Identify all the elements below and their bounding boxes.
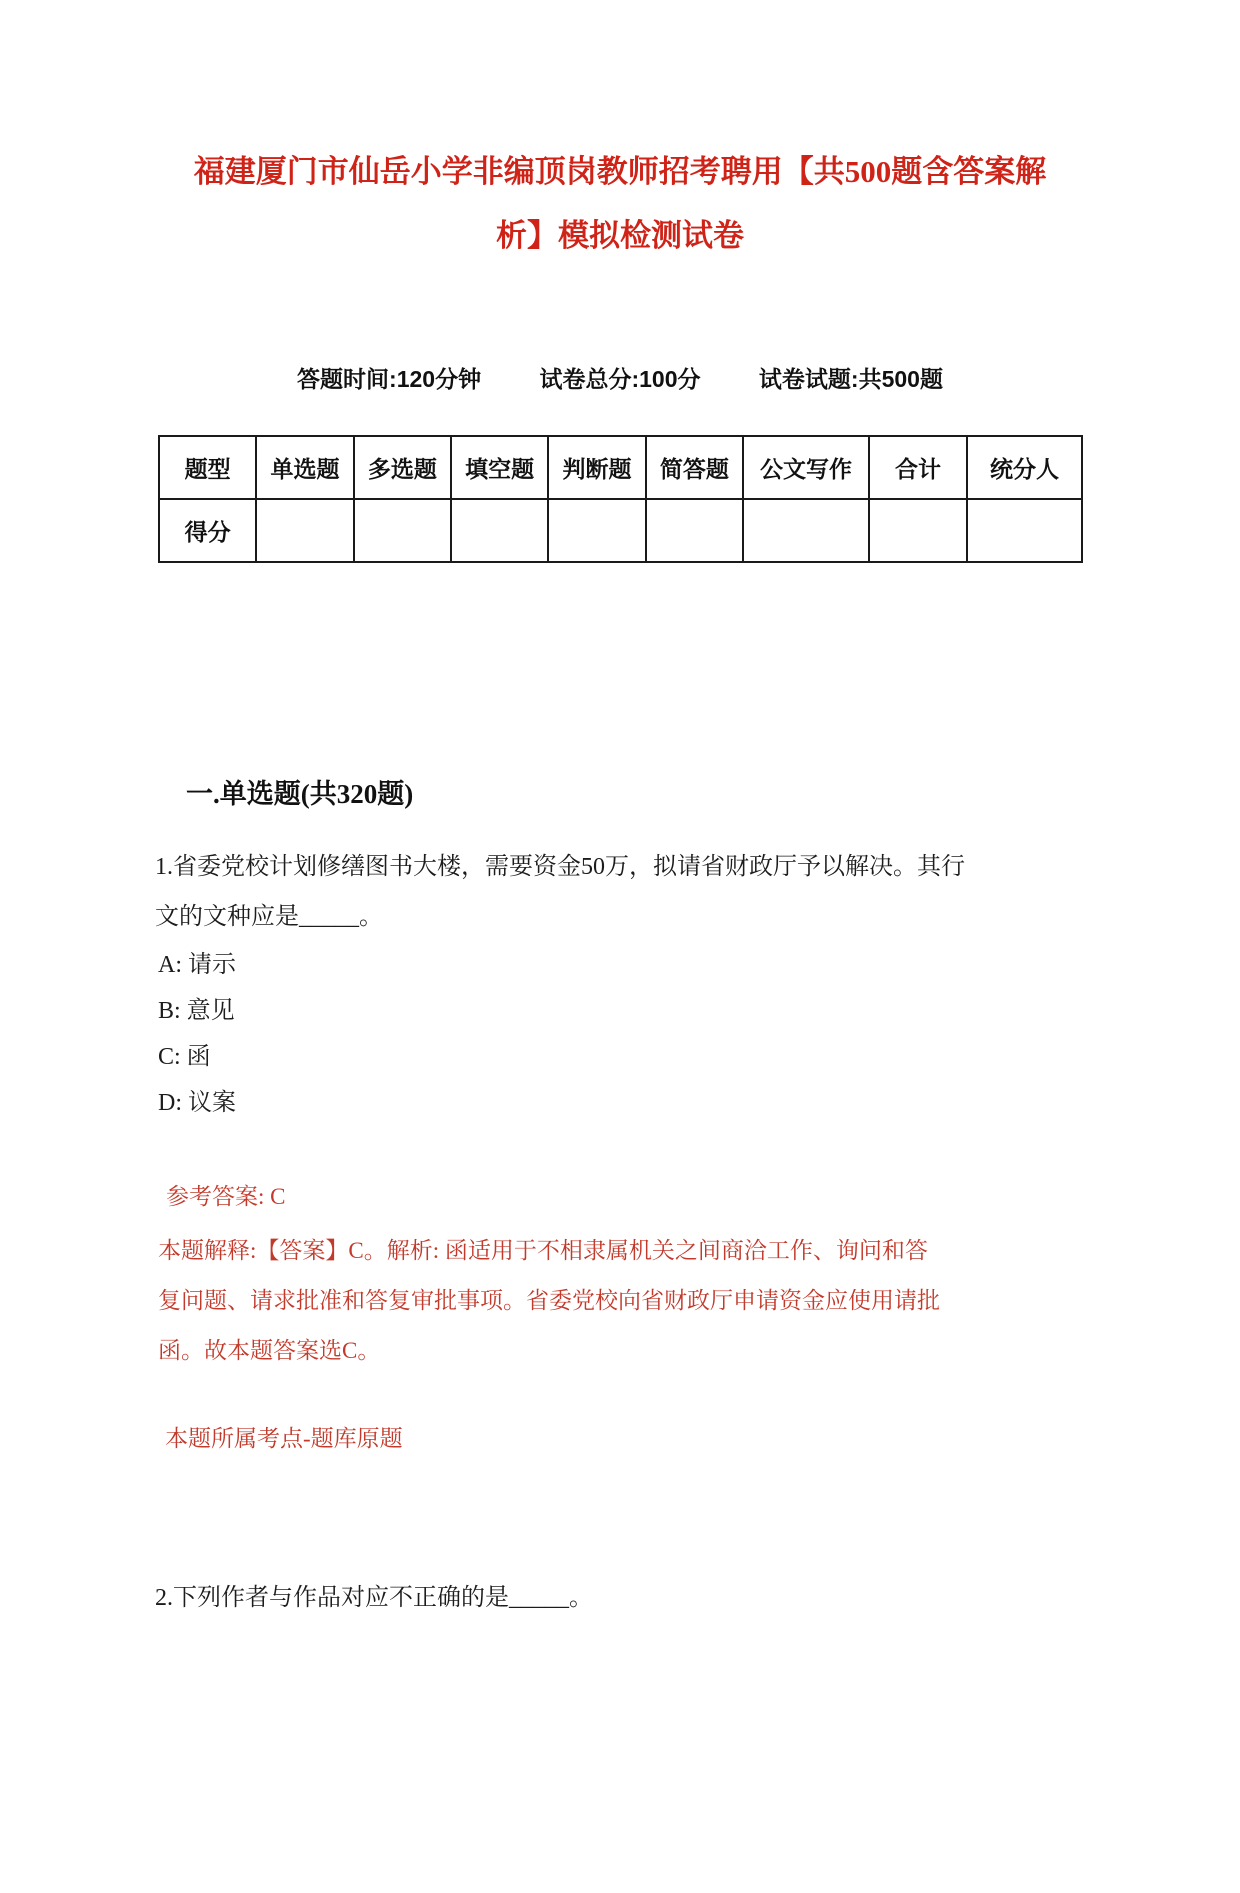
score-table-header-fill-blank: 填空题 [451, 436, 548, 499]
score-table-header-single-choice: 单选题 [256, 436, 353, 499]
score-table-header-scorer: 统分人 [967, 436, 1082, 499]
score-row-label: 得分 [159, 499, 256, 562]
option-c: C: 函 [158, 1044, 211, 1070]
question-1-line-2: 文的文种应是_____。 [155, 904, 383, 930]
score-cell [354, 499, 451, 562]
exam-info-bar [0, 362, 1240, 396]
score-cell [967, 499, 1082, 562]
score-table-header-row [159, 436, 1082, 499]
option-b: B: 意见 [158, 998, 235, 1024]
score-cell [548, 499, 645, 562]
exam-total-score: 试卷总分:100分 [539, 366, 701, 392]
option-a: A: 请示 [158, 952, 236, 978]
score-table-header-multi-choice: 多选题 [354, 436, 451, 499]
question-1-options [158, 942, 1240, 1126]
question-2-text: 2.下列作者与作品对应不正确的是_____。 [155, 1585, 593, 1611]
page-title-line-2: 析】模拟检测试卷 [496, 218, 744, 253]
knowledge-point-note: 本题所属考点-题库原题 [165, 1426, 403, 1451]
section-heading-single-choice: 一.单选题(共320题) [186, 779, 414, 809]
score-cell [451, 499, 548, 562]
score-cell [646, 499, 743, 562]
exam-question-count: 试卷试题:共500题 [758, 366, 943, 392]
score-table-header-total: 合计 [869, 436, 967, 499]
question-1-text [155, 842, 1170, 942]
score-table-header-true-false: 判断题 [548, 436, 645, 499]
question-1-line-1: 1.省委党校计划修缮图书大楼，需要资金50万，拟请省财政厅予以解决。其行 [155, 854, 965, 880]
score-table-header-official-writing: 公文写作 [743, 436, 869, 499]
score-table-score-row [159, 499, 1082, 562]
exam-duration: 答题时间:120分钟 [297, 366, 482, 392]
explanation-line-2: 复问题、请求批准和答复审批事项。省委党校向省财政厅申请资金应使用请批 [158, 1288, 940, 1313]
answer-explanation [158, 1226, 1170, 1376]
score-table [158, 435, 1083, 563]
option-d: D: 议案 [158, 1090, 236, 1116]
score-table-header-short-answer: 简答题 [646, 436, 743, 499]
page-title [70, 140, 1170, 268]
explanation-line-3: 函。故本题答案选C。 [158, 1338, 381, 1363]
reference-answer: 参考答案: C [166, 1184, 286, 1209]
score-cell [256, 499, 353, 562]
score-cell [743, 499, 869, 562]
score-cell [869, 499, 967, 562]
explanation-line-1: 本题解释:【答案】C。解析: 函适用于不相隶属机关之间商洽工作、询问和答 [158, 1238, 928, 1263]
score-table-header-question-type: 题型 [159, 436, 256, 499]
page-title-line-1: 福建厦门市仙岳小学非编顶岗教师招考聘用【共500题含答案解 [193, 154, 1047, 189]
